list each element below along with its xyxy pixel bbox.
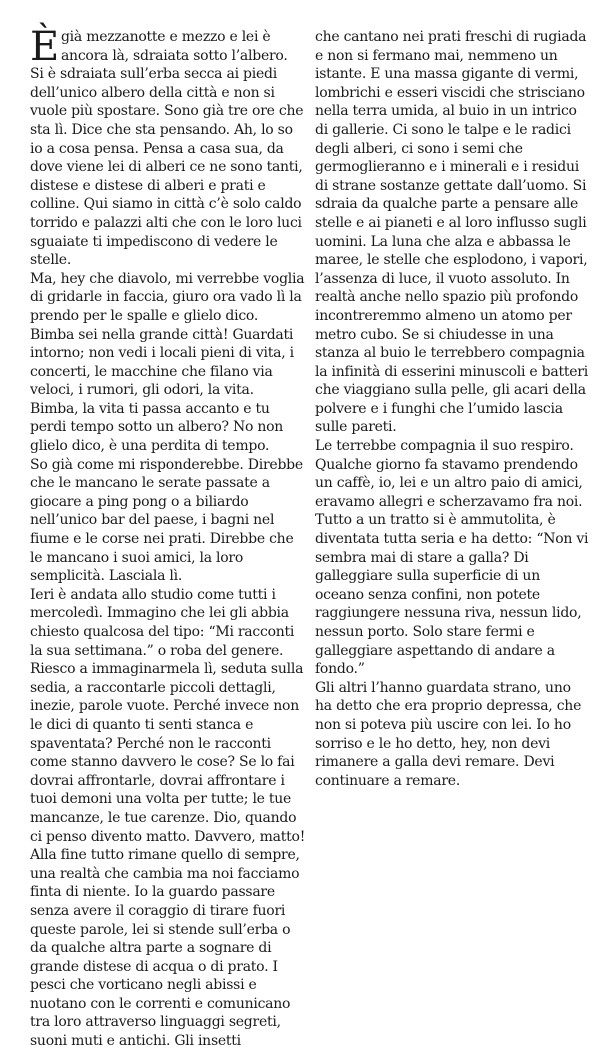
paragraph: Alla fine tutto rimane quello di sempre, una realtà che cambia ma noi facciamo finta di niente. Io la guardo passare senza avere il coraggio di tirare fuori queste parole, lei si stende sull’erba o da qualche altra parte a sognare di grande distese di acqua o di prato. I pesci che vorticano negli abissi e nuotano con le correnti e comunicano tra loro attraverso linguaggi segreti, suoni muti e antichi. Gli insetti [30,847,300,1050]
paragraph: So già come mi risponderebbe. Direbbe che le mancano le serate passate a giocare a ping pong o a biliardo nell’unico bar del paese, i bagni nel fiume e le corse nei prati. Direbbe che le mancano i suoi amici, la loro semplicità. Lasciala lì. [30,456,303,585]
paragraph: Riesco a immaginarmela lì, seduta sulla sedia, a raccontarle piccoli dettagli, inezie, parole vuote. Perché invece non le dici di quanto ti senti stanca e spaventata? Perché non le racconti come stanno davvero le cose? Se lo fai dovrai affrontarle, dovrai affrontare i tuoi demoni una volta per tutte; le tue mancanze, le tue carenze. Dio, quando ci penso divento matto. Davvero, matto! [30,661,306,845]
paragraph: che cantano nei prati freschi di rugiada e non si fermano mai, nemmeno un istante. E una massa gigante di vermi, lombrichi e esseri viscidi che strisciano nella terra umida, al buio in un intrico di gallerie. Ci sono le talpe e le radici degli alberi, ci sono i semi che germoglieranno e i minerali e i residui di strane sostanze gettate dall’uomo. Si sdraia da qualche parte a pensare alle stelle e ai pianeti e al loro influsso sugli uomini. La luna che alza e abbassa le maree, le stelle che esplodono, i vapori, l’assenza di luce, il vuoto assoluto. In realtà anche nello spazio più profondo incontreremmo almeno un atomo per metro cubo. Se si chiudesse in una stanza al buio le terrebbero compagnia la infinità di esserini minuscoli e batteri che viaggiano sulla pelle, gli acari della polvere e i funghi che l’umido lascia sulle pareti. [315,29,588,436]
paragraph: È già mezzanotte e mezzo e lei è ancora là, sdraiata sotto l’albero. [30,24,288,70]
paragraph: Ieri è andata allo studio come tutti i mercoledì. Immagino che lei gli abbia chiesto qualcosa del tipo: “Mi racconti la sua settimana.” o roba del genere. [30,586,295,659]
drop-cap: È [30,24,59,70]
paragraph: Si è sdraiata sull’erba secca ai piedi dell’unico albero della città e non si vuole più spostare. Sono già tre ore che sta lì. Dice che sta pensando. Ah, lo so io a cosa pensa. Pensa a casa sua, da dove viene lei di alberi ce ne sono tanti, distese e distese di alberi e prati e colline. Qui siamo in città c’è solo caldo torrido e palazzi alti che con le loro luci sguaiate ti impediscono di vedere le stelle. [30,66,304,269]
text-column-left [30,24,306,1051]
paragraph: Gli altri l’hanno guardata strano, uno ha detto che era proprio depressa, che non si poteva più uscire con lei. Io ho sorriso e le ho detto, hey, non devi rimanere a galla devi remare. Devi continuare a remare. [315,679,582,789]
paragraph: Ma, hey che diavolo, mi verrebbe voglia di gridarle in faccia, giuro ora vado lì la prendo per le spalle e glielo dico. Bimba sei nella grande città! Guardati intorno; non vedi i locali pieni di vita, i concerti, le macchine che filano via veloci, i rumori, gli odori, la vita. Bimba, la vita ti passa accanto e tu perdi tempo sotto un albero? No non glielo dico, è una perdita di tempo. [30,270,305,455]
paragraph: Qualche giorno fa stavamo prendendo un caffè, io, lei e un altro paio di amici, eravamo allegri e scherzavamo fra noi. Tutto a un tratto si è ammutolita, è diventata tutta seria e ha detto: “Non vi sembra mai di stare a galla? Di galleggiare sulla superficie di un oceano senza confini, non potete raggiungere nessuna riva, nessun lido, nessun porto. Solo stare fermi e galleggiare aspettando di andare a fondo.” [315,456,589,678]
paragraph: Le terrebbe compagnia il suo respiro. [315,438,574,455]
text-column-right [315,28,591,790]
